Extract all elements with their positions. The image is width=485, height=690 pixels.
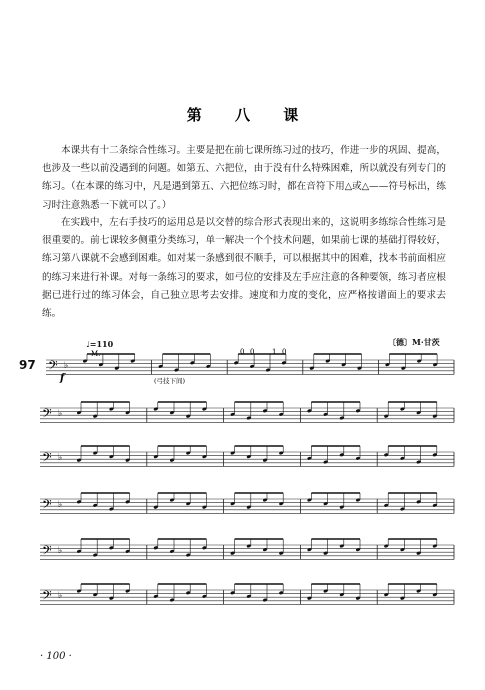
- lesson-title: 第 八 课: [186, 106, 313, 124]
- bass-clef-icon: 𝄢: [42, 450, 52, 468]
- bass-clef-icon: 𝄢: [42, 497, 52, 515]
- flat-sign-icon: ♭: [58, 500, 63, 510]
- intro-paragraph: 本课共有十二条综合性练习。主要是把在前七课所练习过的技巧，作进一步的巩固、提高，也涉及一些以前没遇到的问题。如第五、六把位，由于没有什么特殊困难，所以就没有列专门的练习。（在本课的练习中，凡是遇到第五、六把位练习时，都在音符下用△或△——符号标出，练习时注意熟悉一下就可以了。）: [42, 145, 446, 211]
- bass-clef-icon: 𝄢: [42, 543, 52, 561]
- bow-annotation: (弓技下间): [154, 377, 186, 385]
- dynamic-marking: f: [60, 373, 65, 384]
- fingering-2: 1: [272, 348, 277, 356]
- flat-sign-icon: ♭: [58, 591, 63, 601]
- tempo-marking: ♩=110: [86, 339, 114, 349]
- bow-marking: M.: [91, 350, 101, 358]
- exercise-number: 97: [19, 358, 36, 372]
- page-number: · 100 ·: [40, 651, 72, 662]
- bass-clef-icon: 𝄢: [42, 406, 52, 424]
- fingering-1: 0: [250, 348, 255, 356]
- bass-clef-icon: 𝄢: [42, 588, 52, 606]
- bass-clef-icon: 𝄢: [48, 358, 58, 376]
- flat-sign-icon: ♭: [58, 453, 63, 463]
- practice-paragraph: 在实践中，左右手技巧的运用总是以交替的综合形式表现出来的，这说明多练综合性练习是很重要的。前七课较多侧重分类练习，单一解决一个个技术问题，如果前七课的基础打得较好，练习第八课就不会感到困难。如对某一条感到很不顺手，可以根据其中的困难，找本书前面相应的练习来进行补课。对每一条练习的要求，如弓位的安排及左手应注意的各种要领，练习者应根据已进行过的练习体会，自己独立思考去安排。速度和力度的变化，应严格按谱面上的要求去练。: [42, 217, 446, 320]
- fingering-0: 0: [240, 348, 245, 356]
- fingering-3: 0: [282, 348, 287, 356]
- composer-attribution: 〔德〕M·甘茨: [388, 337, 440, 347]
- flat-sign-icon: ♭: [64, 361, 69, 371]
- flat-sign-icon: ♭: [58, 409, 63, 419]
- flat-sign-icon: ♭: [58, 546, 63, 556]
